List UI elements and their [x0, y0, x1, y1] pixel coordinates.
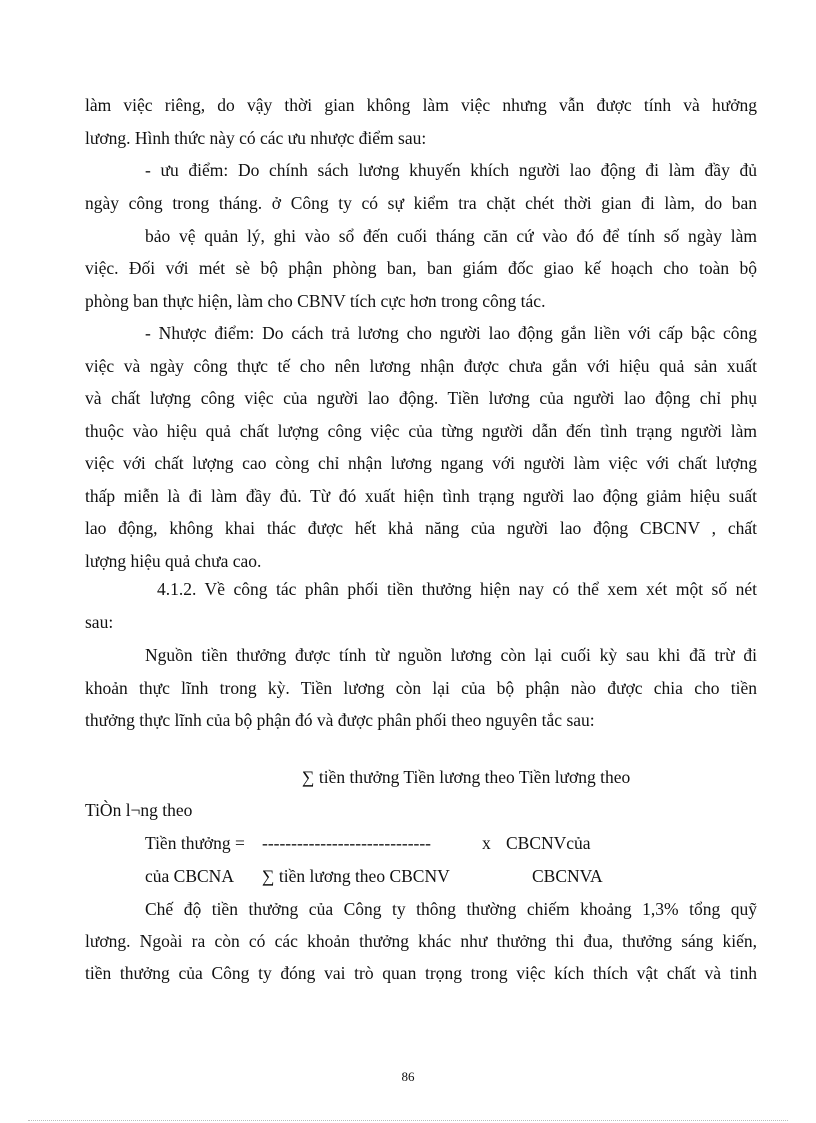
formula-denominator: ∑ tiền lương theo CBCNV [262, 866, 450, 886]
paragraph-line: làm việc riêng, do vậy thời gian không làm việc nhưng vẫn được tính và hưởng [85, 95, 757, 115]
paragraph-line: sau: [85, 612, 114, 632]
paragraph-line: việc và ngày công thực tế cho nên lương nhận được chưa gắn với hiệu quả sản xuất [85, 356, 757, 376]
paragraph-line: lượng hiệu quả chưa cao. [85, 551, 262, 571]
paragraph-line: việc. Đối với mét sè bộ phận phòng ban, ban giám đốc giao kế hoạch cho toàn bộ [85, 258, 757, 278]
paragraph-line: - Nhược điểm: Do cách trả lương cho người lao động gắn liền với cấp bậc công [145, 323, 757, 343]
formula-garbled-text: TiÒn l¬ng theo [85, 800, 193, 820]
paragraph-line: - ưu điểm: Do chính sách lương khuyến khích người lao động đi làm đầy đủ [145, 160, 757, 180]
page-bottom-rule [28, 1120, 788, 1121]
paragraph-line: và chất lượng công việc của người lao động. Tiền lương của người lao động chỉ phụ [85, 388, 757, 408]
formula-cbcna-label: của CBCNA [145, 866, 234, 886]
paragraph-line: lương. Hình thức này có các ưu nhược điểm sau: [85, 128, 427, 148]
paragraph-line: ngày công trong tháng. ở Công ty có sự kiểm tra chặt chét thời gian đi làm, do ban [85, 193, 757, 213]
section-heading-line: 4.1.2. Về công tác phân phối tiền thưởng hiện nay có thể xem xét một số nét [157, 579, 757, 599]
formula-multiply-sign: x [482, 833, 491, 853]
paragraph-line: việc với chất lượng cao còng chỉ nhận lương ngang với người làm việc với chất lượng [85, 453, 757, 473]
paragraph-line: khoản thực lĩnh trong kỳ. Tiền lương còn lại của bộ phận nào được chia cho tiền [85, 678, 757, 698]
paragraph-line: lương. Ngoài ra còn có các khoản thưởng khác như thưởng thi đua, thưởng sáng kiến, [85, 931, 757, 951]
paragraph-line: phòng ban thực hiện, làm cho CBNV tích cực hơn trong công tác. [85, 291, 546, 311]
paragraph-line: Nguồn tiền thưởng được tính từ nguồn lương còn lại cuối kỳ sau khi đã trừ đi [145, 645, 757, 665]
formula-top-line: ∑ tiền thưởng Tiền lương theo Tiền lương theo [302, 767, 631, 787]
paragraph-line: thưởng thực lĩnh của bộ phận đó và được phân phối theo nguyên tắc sau: [85, 710, 595, 730]
paragraph-line: bảo vệ quản lý, ghi vào sổ đến cuối tháng căn cứ vào đó để tính số ngày làm [145, 226, 757, 246]
paragraph-line: thuộc vào hiệu quả chất lượng công việc của từng người dẫn đến tình trạng người làm [85, 421, 757, 441]
paragraph-line: tiền thưởng của Công ty đóng vai trò quan trọng trong việc kích thích vật chất và tinh [85, 963, 757, 983]
paragraph-line: lao động, không khai thác được hết khả năng của người lao động CBCNV , chất [85, 518, 757, 538]
paragraph-line: Chế độ tiền thưởng của Công ty thông thường chiếm khoảng 1,3% tổng quỹ [145, 899, 757, 919]
page-number: 86 [401, 1069, 415, 1084]
formula-cbcnv-label: CBCNVcủa [506, 833, 591, 853]
formula-cbcnva-label: CBCNVA [532, 866, 603, 886]
formula-fraction-bar: ----------------------------- [262, 833, 432, 853]
paragraph-line: thấp miễn là đi làm đầy đủ. Từ đó xuất hiện tình trạng người lao động giảm hiệu suất [85, 486, 757, 506]
formula-lhs: Tiền thưởng = [145, 833, 245, 853]
